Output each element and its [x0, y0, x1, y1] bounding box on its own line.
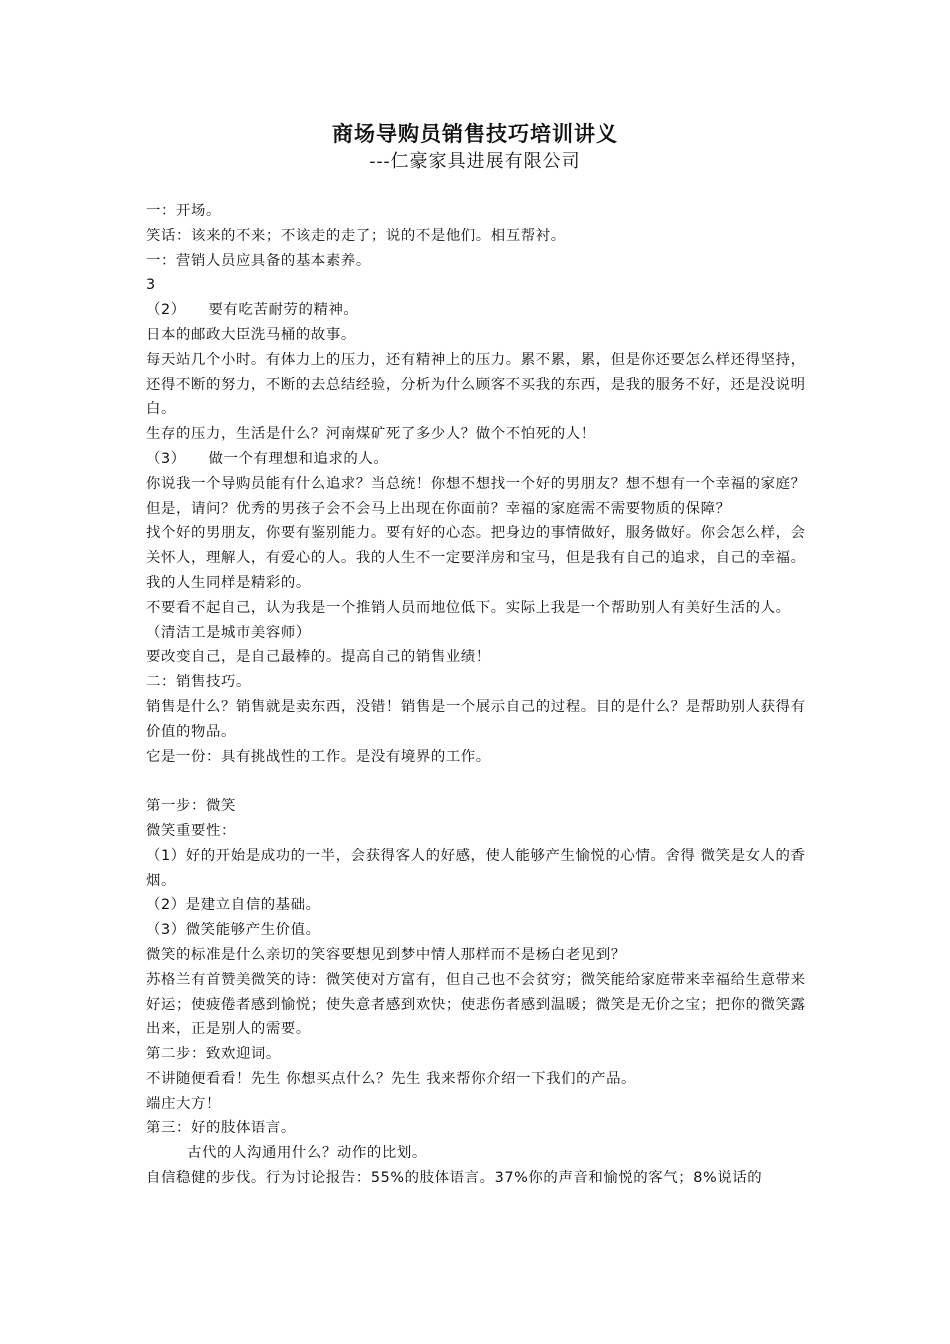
paragraph: 不要看不起自己，认为我是一个推销人员而地位低下。实际上我是一个帮助别人有美好生活的人。（清洁工是城市美容师） [146, 599, 791, 641]
paragraph: 二：销售技巧。 [146, 674, 251, 691]
paragraph: （3） 做一个有理想和追求的人。 [146, 450, 389, 467]
document-body [146, 199, 810, 1191]
document-title: 商场导购员销售技巧培训讲义 [332, 121, 618, 146]
paragraph: 自信稳健的步伐。行为讨论报告：55%的肢体语言。37%你的声音和愉悦的客气；8%说话的 [146, 1170, 763, 1187]
paragraph: 找个好的男朋友，你要有鉴别能力。要有好的心态。把身边的事情做好，服务做好。你会怎么样，会关怀人，理解人，有爱心的人。我的人生不一定要洋房和宝马，但是我有自己的追求，自己的幸福。我的人生同样是精彩的。 [146, 525, 806, 591]
paragraph: 你说我一个导购员能有什么追求？当总统！你想不想找一个好的男朋友？想不想有一个幸福的家庭？但是，请问？优秀的男孩子会不会马上出现在你面前？幸福的家庭需不需要物质的保障？ [146, 475, 806, 517]
paragraph: 生存的压力，生活是什么？河南煤矿死了多少人？做个不怕死的人！ [146, 426, 596, 443]
document-subtitle: ---仁豪家具进展有限公司 [369, 151, 581, 172]
paragraph: 端庄大方！ [146, 1095, 221, 1112]
paragraph: （2）是建立自信的基础。 [146, 897, 321, 914]
paragraph: 3 [146, 277, 156, 294]
paragraph: 不讲随便看看！先生 你想买点什么？先生 我来帮你介绍一下我们的产品。 [146, 1070, 637, 1087]
paragraph: 它是一份：具有挑战性的工作。是没有境界的工作。 [146, 748, 491, 765]
paragraph: 日本的邮政大臣洗马桶的故事。 [146, 326, 356, 343]
paragraph: 销售是什么？销售就是卖东西，没错！销售是一个展示自己的过程。目的是什么？是帮助别人获得有价值的物品。 [146, 698, 806, 740]
paragraph: （1）好的开始是成功的一半，会获得客人的好感，使人能够产生愉悦的心情。舍得 微笑是女人的香烟。 [146, 847, 806, 889]
paragraph: 微笑的标准是什么亲切的笑容要想见到梦中情人那样而不是杨白老见到？ [146, 946, 626, 963]
paragraph: 微笑重要性： [146, 822, 236, 839]
paragraph: 苏格兰有首赞美微笑的诗：微笑使对方富有，但自己也不会贫穷；微笑能给家庭带来幸福给生意带来好运；使疲倦者感到愉悦；使失意者感到欢快；使悲伤者感到温暖；微笑是无价之宝；把你的微笑露出来，正是别人的需要。 [146, 971, 806, 1038]
paragraph: 一：营销人员应具备的基本素养。 [146, 252, 371, 269]
paragraph: 第一步：微笑 [146, 798, 236, 815]
paragraph: 每天站几个小时。有体力上的压力，还有精神上的压力。累不累，累，但是你还要怎么样还得坚持，还得不断的努力，不断的去总结经验，分析为什么顾客不买我的东西，是我的服务不好，还是没说明白。 [146, 351, 806, 418]
paragraph: 要改变自己，是自己最棒的。提高自己的销售业绩！ [146, 649, 491, 666]
paragraph: （3）微笑能够产生价值。 [146, 922, 321, 939]
paragraph: 古代的人沟通用什么？动作的比划。 [187, 1145, 427, 1162]
blank-line [146, 769, 810, 794]
paragraph: 第三：好的肢体语言。 [146, 1120, 296, 1137]
paragraph: 笑话：该来的不来；不该走的走了；说的不是他们。相互帮衬。 [146, 227, 566, 244]
paragraph: 第二步：致欢迎词。 [146, 1046, 281, 1063]
paragraph: （2） 要有吃苦耐劳的精神。 [146, 302, 359, 319]
paragraph: 一：开场。 [146, 203, 221, 219]
